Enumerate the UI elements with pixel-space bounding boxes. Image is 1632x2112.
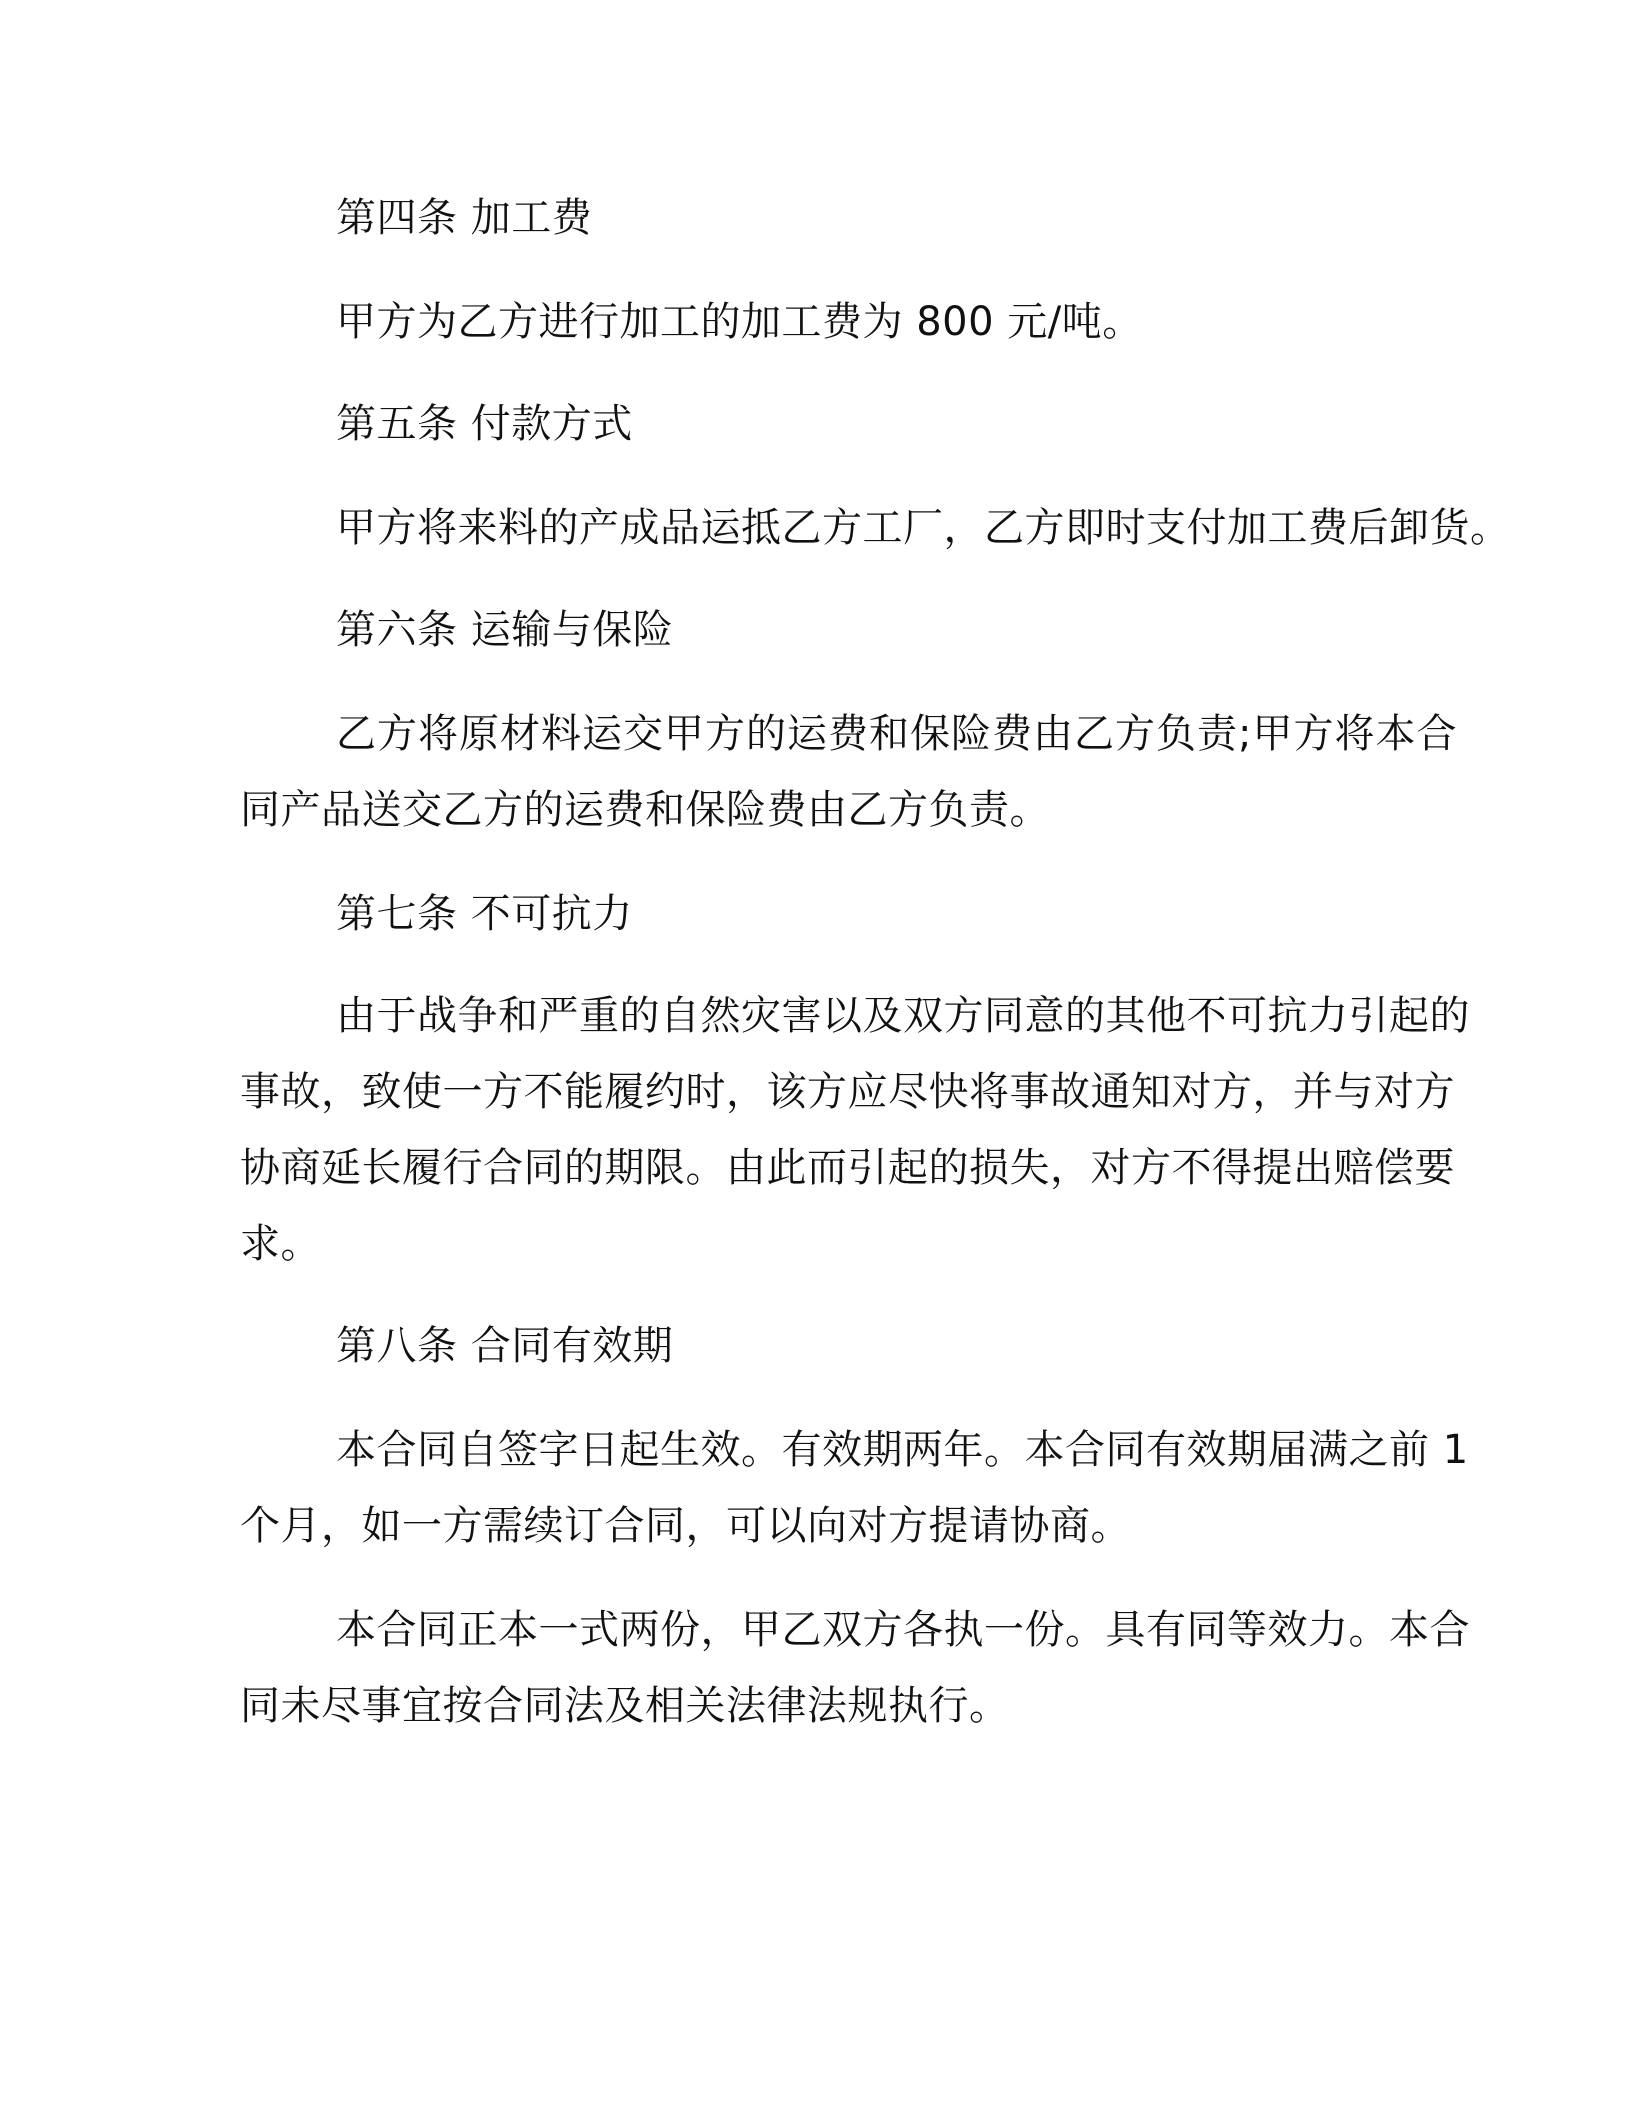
paragraph-line: 事故，致使一方不能履约时，该方应尽快将事故通知对方，并与对方 <box>240 1069 1455 1115</box>
paragraph-line: 由于战争和严重的自然灾害以及双方同意的其他不可抗力引起的 <box>336 993 1470 1039</box>
section-heading: 第四条 加工费 <box>336 195 593 241</box>
paragraph-line: 同未尽事宜按合同法及相关法律法规执行。 <box>240 1683 1010 1729</box>
paragraph-line: 协商延长履行合同的期限。由此而引起的损失，对方不得提出赔偿要 <box>240 1145 1455 1191</box>
paragraph-line: 本合同自签字日起生效。有效期两年。本合同有效期届满之前 1 <box>336 1427 1469 1473</box>
section-heading: 第七条 不可抗力 <box>336 891 633 937</box>
paragraph-line: 乙方将原材料运交甲方的运费和保险费由乙方负责;甲方将本合 <box>336 711 1458 757</box>
paragraph-line: 个月，如一方需续订合同，可以向对方提请协商。 <box>240 1503 1131 1549</box>
paragraph-line: 本合同正本一式两份，甲乙双方各执一份。具有同等效力。本合 <box>336 1607 1470 1653</box>
section-heading: 第五条 付款方式 <box>336 401 633 447</box>
paragraph-line: 求。 <box>240 1221 321 1267</box>
paragraph-line: 甲方为乙方进行加工的加工费为 800 元/吨。 <box>336 299 1143 345</box>
paragraph-line: 甲方将来料的产成品运抵乙方工厂，乙方即时支付加工费后卸货。 <box>336 505 1511 551</box>
section-heading: 第八条 合同有效期 <box>336 1323 674 1369</box>
paragraph-line: 同产品送交乙方的运费和保险费由乙方负责。 <box>240 787 1050 833</box>
section-heading: 第六条 运输与保险 <box>336 607 674 653</box>
